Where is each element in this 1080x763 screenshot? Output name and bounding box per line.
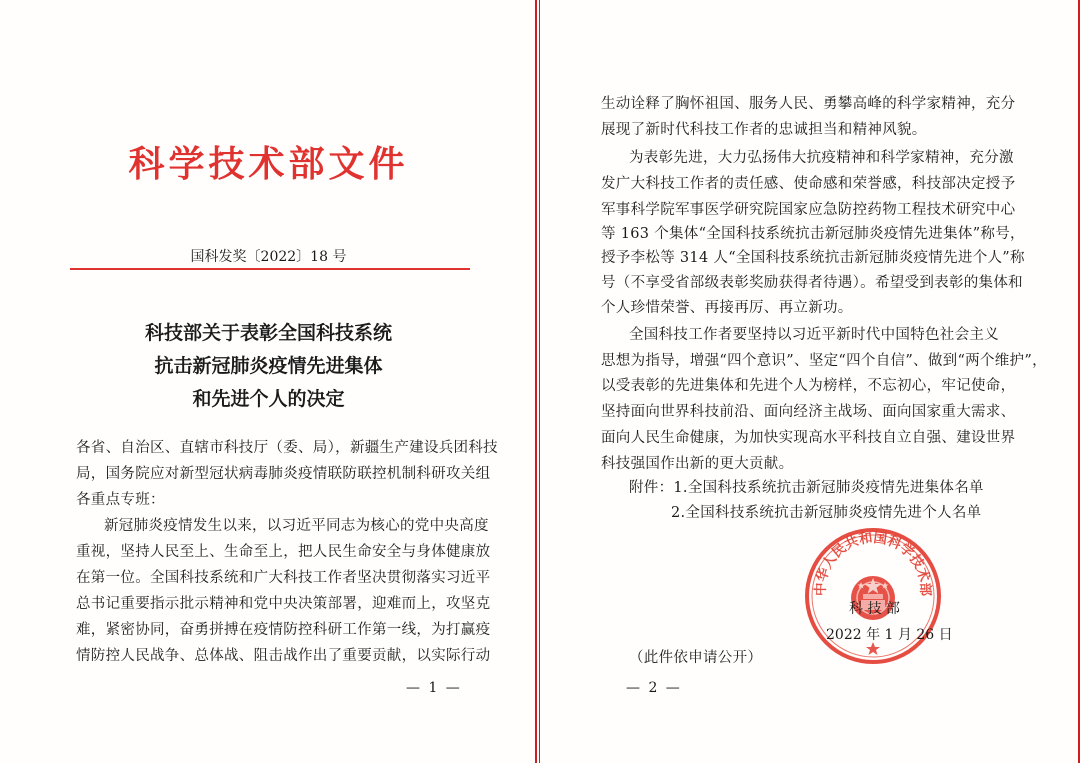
body-line: 等 163 个集体“全国科技系统抗击新冠肺炎疫情先进集体”称号， xyxy=(601,226,1025,242)
body-line: 思想为指导，增强“四个意识”、坚定“四个自信”、做到“两个维护”， xyxy=(601,353,1047,369)
body-line: 在第一位。全国科技系统和广大科技工作者坚决贯彻落实习近平 xyxy=(76,570,491,586)
signature-name: 科 技 部 xyxy=(849,601,900,617)
body-line: 全国科技工作者要坚持以习近平新时代中国特色社会主义 xyxy=(629,327,999,343)
attachment-line-1: 附件：1.全国科技系统抗击新冠肺炎疫情先进集体名单 xyxy=(629,480,984,496)
signature-date: 2022 年 1 月 26 日 xyxy=(826,627,953,643)
official-seal-icon xyxy=(803,526,943,666)
body-line: 坚持面向世界科技前沿、面向经济主战场、面向国家重大需求、 xyxy=(601,404,1016,420)
body-line: 各省、自治区、直辖市科技厅（委、局），新疆生产建设兵团科技 xyxy=(76,440,498,456)
body-line: 军事科学院军事医学研究院国家应急防控药物工程技术研究中心 xyxy=(601,202,1016,218)
body-line: 以受表彰的先进集体和先进个人为榜样，不忘初心，牢记使命， xyxy=(601,378,1016,394)
red-divider-rule xyxy=(70,268,470,270)
document-title-line-3: 和先进个人的决定 xyxy=(192,388,345,410)
body-line: 面向人民生命健康，为加快实现高水平科技自立自强、建设世界 xyxy=(601,430,1016,446)
body-line: 个人珍惜荣誉、再接再厉、再立新功。 xyxy=(601,300,853,316)
body-line: 新冠肺炎疫情发生以来，以习近平同志为核心的党中央高度 xyxy=(104,518,489,534)
document-title-line-1: 科技部关于表彰全国科技系统 xyxy=(144,322,392,344)
svg-text:中华人民共和国科学技术部: 中华人民共和国科学技术部 xyxy=(812,529,934,597)
body-line: 局，国务院应对新型冠状病毒肺炎疫情联防联控机制科研攻关组 xyxy=(76,466,491,482)
body-line: 授予李松等 314 人“全国科技系统抗击新冠肺炎疫情先进个人”称 xyxy=(601,250,1025,266)
body-line: 科技强国作出新的更大贡献。 xyxy=(601,456,794,472)
body-line: 情防控人民战争、总体战、阻击战作出了重要贡献，以实际行动 xyxy=(76,648,491,664)
body-line: 生动诠释了胸怀祖国、服务人民、勇攀高峰的科学家精神，充分 xyxy=(601,96,1016,112)
page-number: — 2 — xyxy=(626,680,682,696)
body-line: 为表彰先进，大力弘扬伟大抗疫精神和科学家精神，充分激 xyxy=(629,150,1014,166)
body-line: 各重点专班： xyxy=(76,492,165,508)
document-page-1 xyxy=(0,0,537,763)
document-header-title: 科学技术部文件 xyxy=(128,144,409,185)
body-line: 重视，坚持人民至上、生命至上，把人民生命安全与身体健康放 xyxy=(76,544,491,560)
body-line: 展现了新时代科技工作者的忠诚担当和精神风貌。 xyxy=(601,122,927,138)
public-disclosure-note: （此件依申请公开） xyxy=(629,650,763,666)
attachment-line-2: 2.全国科技系统抗击新冠肺炎疫情先进个人名单 xyxy=(671,505,982,521)
document-number: 国科发奖〔2022〕18 号 xyxy=(190,249,347,265)
document-title-line-2: 抗击新冠肺炎疫情先进集体 xyxy=(154,355,383,377)
page-number: — 1 — xyxy=(406,680,462,696)
body-line: 号（不享受省部级表彰奖励获得者待遇）。希望受到表彰的集体和 xyxy=(601,275,1023,291)
body-line: 难，紧密协同，奋勇拼搏在疫情防控科研工作第一线，为打赢疫 xyxy=(76,622,491,638)
body-line: 总书记重要指示批示精神和党中央决策部署，迎难而上，攻坚克 xyxy=(76,596,491,612)
body-line: 发广大科技工作者的责任感、使命感和荣誉感，科技部决定授予 xyxy=(601,176,1016,192)
